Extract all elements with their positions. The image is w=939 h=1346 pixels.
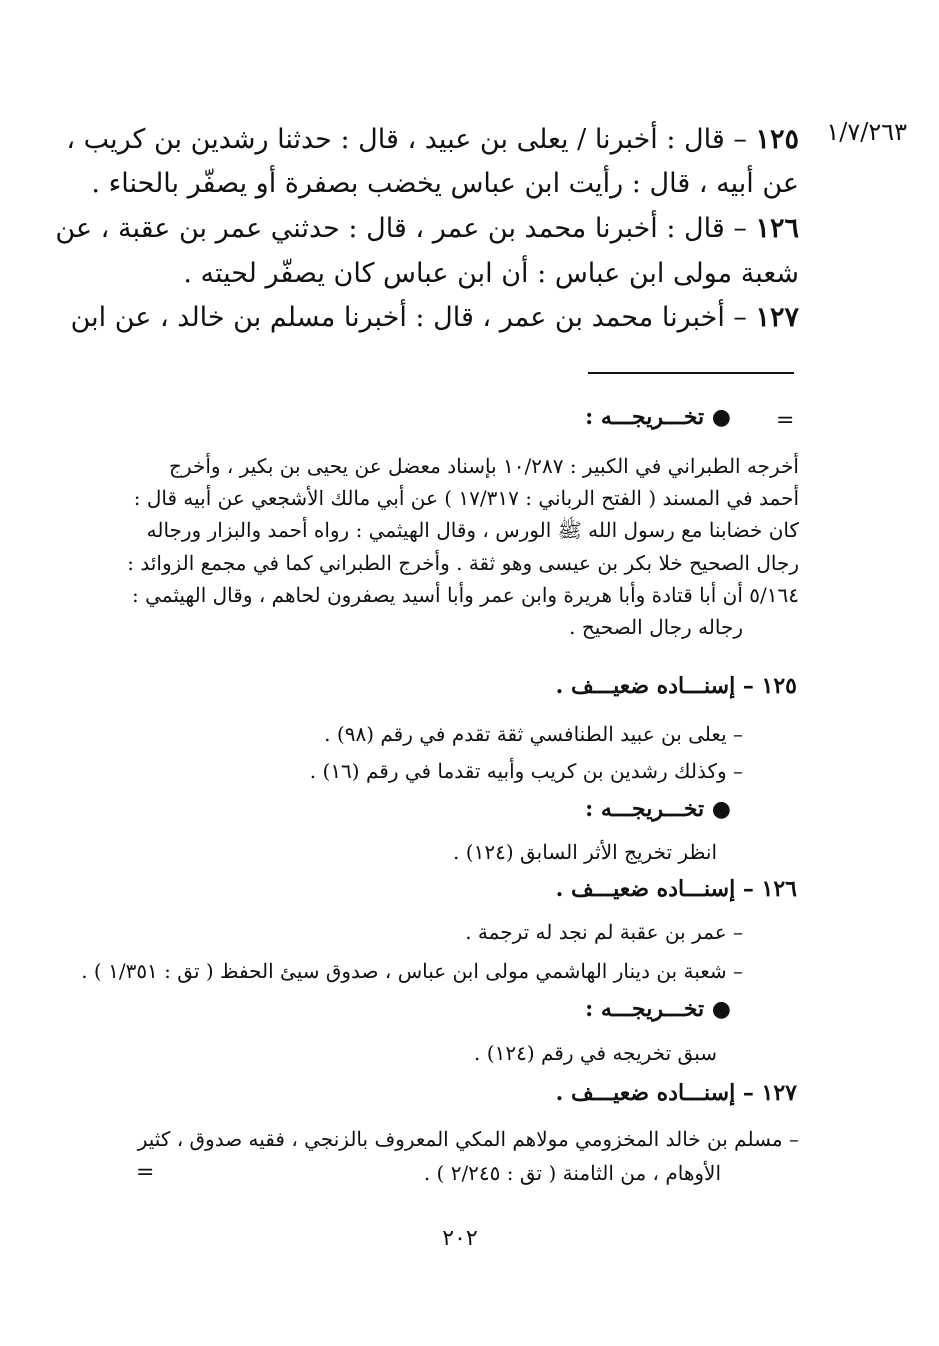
main-line-3: [55, 207, 799, 251]
continuation-mark-bottom: =: [136, 1160, 155, 1185]
note-125-line: – وكذلك رشدين بن كريب وأبيه تقدما في رقم (١٦) .: [309, 759, 743, 783]
page-number: ٢٠٢: [442, 1226, 478, 1251]
margin-reference: ١/٧/٢٦٣: [826, 118, 907, 146]
note-127-line: – مسلم بن خالد المخزومي مولاهم المكي المعروف بالزنجي ، فقيه صدوق ، كثير: [137, 1127, 799, 1151]
note-126-takhrij: سبق تخريجه في رقم (١٢٤) .: [474, 1041, 717, 1065]
note-125-takhrij-heading: ● تخـــريجـــه :: [585, 796, 731, 822]
main-line-5: [70, 296, 799, 340]
takhrij-line: ٥/١٦٤ أن أبا قتادة وأبا هريرة وابن عمر وأبا أسيد يصفرون لحاهم ، وقال الهيثمي :: [132, 583, 799, 607]
note-125-heading: ١٢٥ – إسنـــاده ضعيـــف .: [555, 673, 797, 699]
note-125-takhrij: انظر تخريج الأثر السابق (١٢٤) .: [453, 840, 717, 864]
footnote-separator: [588, 372, 794, 374]
takhrij-line: رجال الصحيح خلا بكر بن عيسى وهو ثقة . وأخرج الطبراني كما في مجمع الزوائد :: [127, 551, 799, 575]
takhrij-line: كان خضابنا مع رسول الله ﷺ الورس ، وقال الهيثمي : رواه أحمد والبزار ورجاله: [146, 518, 799, 542]
note-126-line: – عمر بن عقبة لم نجد له ترجمة .: [465, 920, 743, 944]
note-126-line: – شعبة بن دينار الهاشمي مولى ابن عباس ، صدوق سيئ الحفظ ( تق : ١/٣٥١ ) .: [81, 959, 743, 983]
hadith-number-127: ١٢٧: [755, 302, 799, 333]
takhrij-line: رجاله رجال الصحيح .: [569, 615, 743, 639]
note-125-line: – يعلى بن عبيد الطنافسي ثقة تقدم في رقم (٩٨) .: [324, 722, 743, 746]
note-127-heading: ١٢٧ – إسنـــاده ضعيـــف .: [555, 1080, 797, 1106]
note-126-heading: ١٢٦ – إسنـــاده ضعيـــف .: [555, 876, 797, 902]
takhrij-line: أحمد في المسند ( الفتح الرباني : ١٧/٣١٧ ) عن أبي مالك الأشجعي عن أبيه قال :: [133, 486, 799, 510]
hadith-number-125: ١٢٥: [755, 124, 799, 155]
takhrij-line: أخرجه الطبراني في الكبير : ١٠/٢٨٧ بإسناد معضل عن يحيى بن بكير ، وأخرج: [169, 454, 799, 478]
main-line-1: [66, 118, 799, 162]
main-line-4: شعبة مولى ابن عباس : أن ابن عباس كان يصفّر لحيته .: [183, 258, 799, 289]
takhrij-heading: ● تخـــريجـــه :: [585, 404, 731, 430]
note-126-takhrij-heading: ● تخـــريجـــه :: [585, 996, 731, 1022]
main-line-2: عن أبيه ، قال : رأيت ابن عباس يخضب بصفرة أو يصفّر بالحناء .: [91, 168, 799, 199]
note-127-line: الأوهام ، من الثامنة ( تق : ٢/٢٤٥ ) .: [423, 1161, 721, 1185]
main-line-3-text: – قال : أخبرنا محمد بن عمر ، قال : حدثني عمر بن عقبة ، عن: [55, 213, 756, 244]
main-line-5-text: – أخبرنا محمد بن عمر ، قال : أخبرنا مسلم بن خالد ، عن ابن: [70, 302, 756, 333]
hadith-number-126: ١٢٦: [755, 213, 799, 244]
main-line-1-text: – قال : أخبرنا / يعلى بن عبيد ، قال : حدثنا رشدين بن كريب ،: [66, 124, 756, 155]
continuation-mark-top: =: [776, 408, 795, 433]
